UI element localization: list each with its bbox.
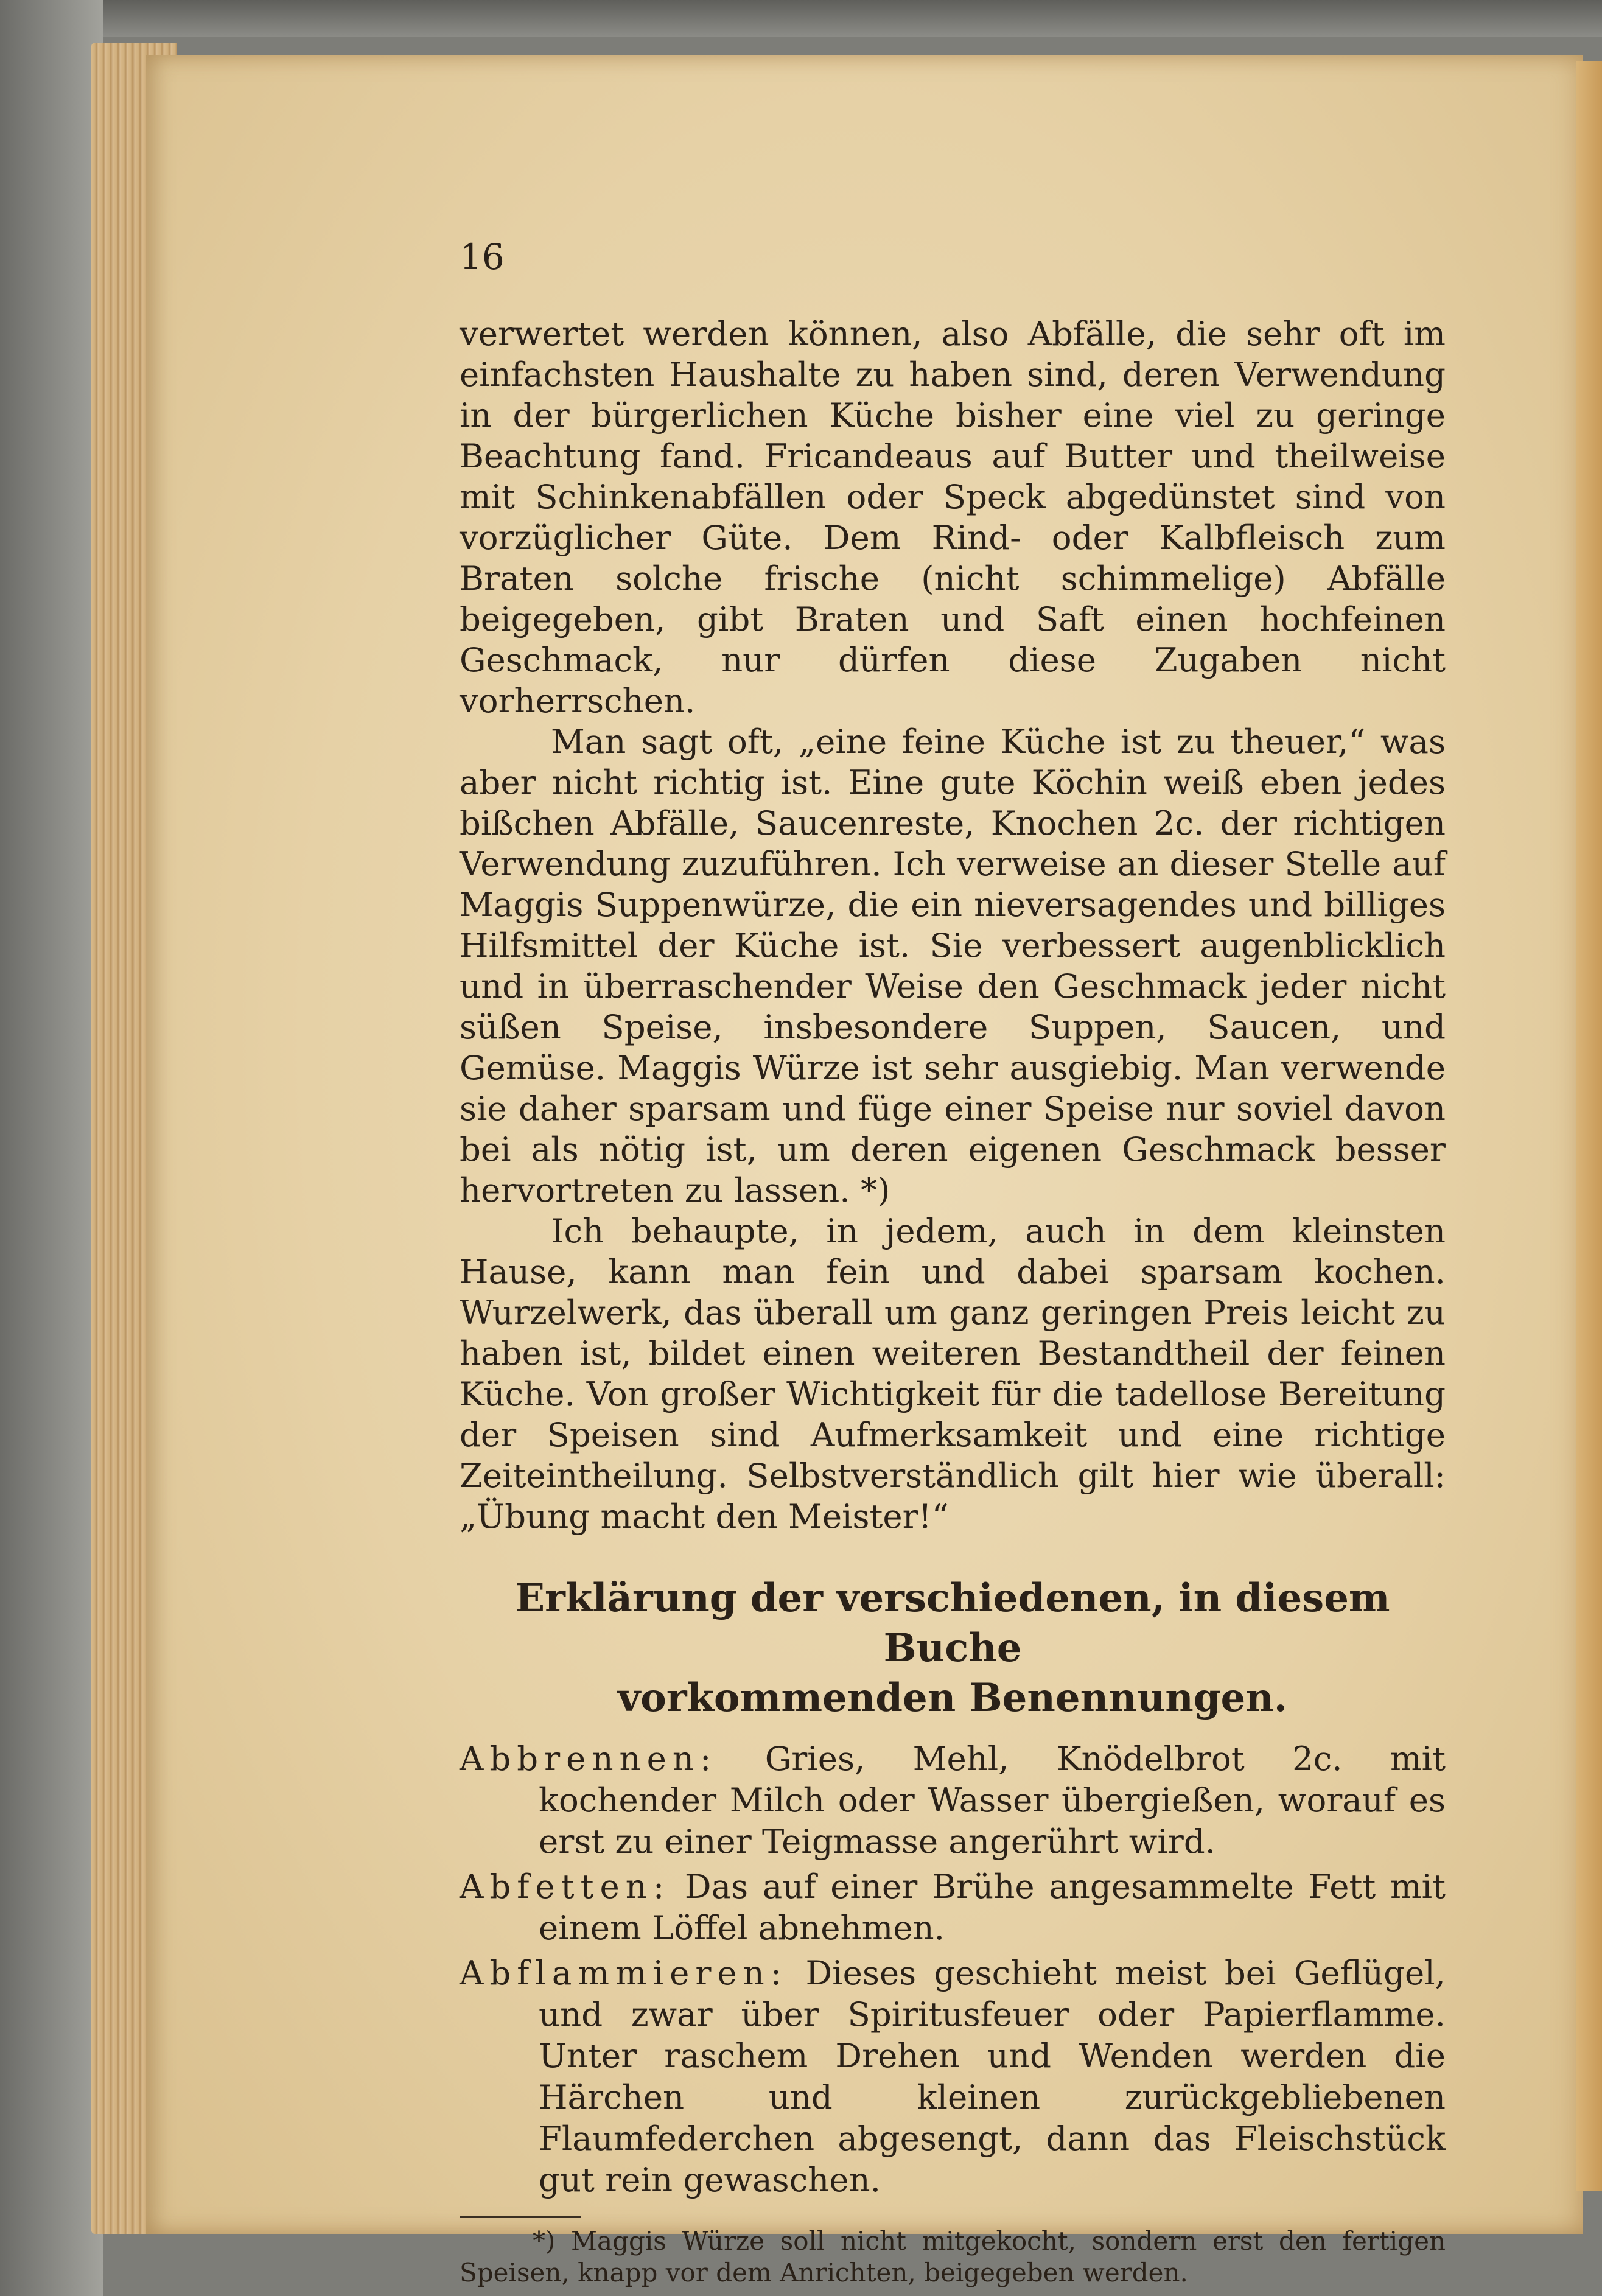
glossary-entry [460, 1738, 1446, 1862]
footnote-rule [460, 2216, 581, 2218]
paragraph: Ich behaupte, in jedem, auch in dem kleinsten Hause, kann man fein und dabei sparsam kochen. Wurzelwerk, das überall um ganz geringen Preis leicht zu haben ist, bildet einen weiteren Bestandtheil der feinen Küche. Von großer Wichtigkeit für die tadellose Bereitung der Speisen sind Aufmerksamkeit und eine richtige Zeiteintheilung. Selbstverständlich gilt hier wie überall: „Übung macht den Meister!“ [460, 1211, 1446, 1536]
glossary-entry [460, 1866, 1446, 1948]
paragraph: Man sagt oft, „eine feine Küche ist zu theuer,“ was aber nicht richtig ist. Eine gute Köchin weiß eben jedes bißchen Abfälle, Saucenreste, Knochen 2c. der richtigen Verwendung zuzuführen. Ich verweise an dieser Stelle auf Maggis Suppenwürze, die ein nieversagendes und billiges Hilfsmittel der Küche ist. Sie verbessert augenblicklich und in überraschender Weise den Geschmack jeder nicht süßen Speise, insbesondere Suppen, Saucen, und Gemüse. Maggis Würze ist sehr ausgiebig. Man verwende sie daher sparsam und füge einer Speise nur soviel davon bei als nötig ist, um deren eigenen Geschmack besser hervortreten zu lassen. *) [460, 722, 1446, 1209]
glossary-definition: Gries, Mehl, Knödelbrot 2c. mit kochender Milch oder Wasser übergießen, worauf es erst zu einer Teigmasse angerührt wird. [539, 1739, 1446, 1861]
paragraph: verwertet werden können, also Abfälle, die sehr oft im einfachsten Haushalte zu haben sind, deren Verwendung in der bürgerlichen Küche bisher eine viel zu geringe Beachtung fand. Fricandeaus auf Butter und theilweise mit Schinkenabfällen oder Speck abgedünstet sind von vorzüglicher Güte. Dem Rind- oder Kalbfleisch zum Braten solche frische (nicht schimmelige) Abfälle beigegeben, gibt Braten und Saft einen hochfeinen Geschmack, nur dürfen diese Zugaben nicht vorherrschen. [460, 314, 1446, 720]
glossary-term: Abfetten: [460, 1867, 671, 1906]
book-cover-top [0, 0, 1602, 37]
glossary-term: Abbrennen: [460, 1739, 718, 1778]
footnote: *) Maggis Würze soll nicht mitgekocht, sondern erst den fertigen Speisen, knapp vor dem Anrichten, beigegeben werden. [460, 2226, 1446, 2287]
facing-page-edge [1576, 61, 1602, 2191]
glossary-entry [460, 1952, 1446, 2200]
glossary-definition: Das auf einer Brühe angesammelte Fett mit einem Löffel abnehmen. [539, 1867, 1446, 1947]
section-heading [460, 1573, 1446, 1723]
book-cover [0, 0, 103, 2296]
glossary-definition: Dieses geschieht meist bei Geflügel, und zwar über Spiritusfeuer oder Papierflamme. Unter raschem Drehen und Wenden werden die Härchen und kleinen zurückgebliebenen Flaumfederchen abgesengt, dann das Fleischstück gut rein gewaschen. [539, 1953, 1446, 2199]
section-heading-line: vorkommenden Benennungen. [617, 1675, 1288, 1721]
glossary-term: Abflammieren: [460, 1953, 788, 1992]
section-heading-line: Erklärung der verschiedenen, in diesem Buche [515, 1575, 1390, 1671]
page-number: 16 [460, 236, 505, 278]
page-content [460, 313, 1446, 2287]
